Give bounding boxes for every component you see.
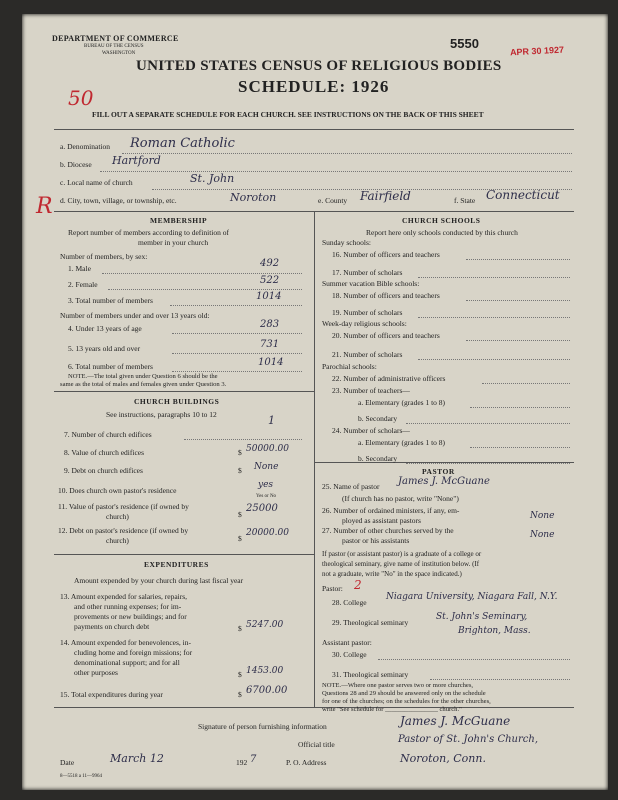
age-intro: Number of members under and over 13 years old:	[60, 311, 210, 320]
q4-value: 283	[260, 319, 280, 330]
fill-line	[406, 463, 570, 464]
q19-label: 19. Number of scholars	[332, 308, 403, 317]
q4-label: 4. Under 13 years of age	[68, 324, 142, 333]
q6-value: 1014	[258, 357, 284, 368]
q31-label: 31. Theological seminary	[332, 670, 409, 679]
divider	[54, 391, 314, 392]
membership-note: NOTE.—The total given under Question 6 should be the	[68, 373, 218, 380]
denomination-value: Roman Catholic	[130, 136, 235, 151]
city-label: d. City, town, village, or township, etc.	[60, 196, 177, 205]
divider	[54, 554, 314, 555]
q11-value: 25000	[246, 503, 278, 514]
received-stamp: APR 30 1927	[509, 44, 565, 58]
dollar-sign: $	[238, 466, 242, 475]
dollar-sign: $	[238, 448, 242, 457]
signature-label: Signature of person furnishing information	[198, 722, 327, 731]
schools-heading: CHURCH SCHOOLS	[402, 216, 481, 225]
fill-line	[430, 679, 570, 680]
q24-label: 24. Number of scholars—	[332, 426, 410, 435]
parochial-label: Parochial schools:	[322, 362, 377, 371]
q9-label: 9. Debt on church edifices	[64, 466, 143, 475]
dollar-sign: $	[238, 534, 242, 543]
dollar-sign: $	[238, 510, 242, 519]
q11-label: church)	[106, 512, 129, 521]
q25-note: (If church has no pastor, write "None")	[342, 494, 459, 503]
fill-line	[100, 171, 572, 172]
fill-line	[172, 333, 302, 334]
census-form	[22, 14, 608, 790]
q5-label: 5. 13 years old and over	[68, 344, 141, 353]
membership-intro: Report number of members according to definition of	[68, 228, 229, 237]
q13-line: provements or new buildings; and for	[74, 612, 187, 621]
q18-label: 18. Number of officers and teachers	[332, 291, 440, 300]
summer-label: Summer vacation Bible schools:	[322, 279, 420, 288]
dollar-sign: $	[238, 690, 242, 699]
schedule-title: SCHEDULE: 1926	[238, 77, 390, 96]
q10-value: yes	[258, 480, 274, 490]
pastor-label: Pastor:	[322, 584, 343, 593]
po-value: Noroton, Conn.	[400, 752, 486, 765]
dept-name: DEPARTMENT OF COMMERCE	[52, 34, 179, 43]
buildings-heading: CHURCH BUILDINGS	[134, 397, 220, 406]
q10-label: 10. Does church own pastor's residence	[58, 486, 177, 495]
fill-line	[108, 289, 302, 290]
q3-value: 1014	[256, 291, 282, 302]
form-title: UNITED STATES CENSUS OF RELIGIOUS BODIES	[136, 58, 502, 74]
q29-label: 29. Theological seminary	[332, 618, 409, 627]
q11-label: 11. Value of pastor's residence (if owned by	[58, 502, 189, 511]
q27-label: pastor or his assistants	[342, 536, 410, 545]
denomination-label: a. Denomination	[60, 142, 110, 151]
q17-label: 17. Number of scholars	[332, 268, 403, 277]
q25-label: 25. Name of pastor	[322, 482, 380, 491]
q26-value: None	[530, 511, 555, 521]
fill-line	[466, 300, 570, 301]
q26-label: 26. Number of ordained ministers, if any, em-	[322, 506, 460, 515]
local-name-value: St. John	[190, 172, 235, 185]
q13-line: payments on church debt	[74, 622, 150, 631]
q3-label: 3. Total number of members	[68, 296, 153, 305]
fill-line	[466, 340, 570, 341]
county-value: Fairfield	[360, 189, 411, 203]
schedule-number: 5550	[450, 36, 479, 51]
q14-label	[60, 638, 192, 678]
signature-value: James J. McGuane	[400, 714, 511, 728]
weekday-label: Week-day religious schools:	[322, 319, 407, 328]
county-label: e. County	[318, 196, 348, 205]
q21-label: 21. Number of scholars	[332, 350, 403, 359]
q6-label: 6. Total number of members	[68, 362, 153, 371]
bureau-name: BUREAU OF THE CENSUS	[84, 44, 144, 49]
schools-intro: Report here only schools conducted by this church	[366, 228, 518, 237]
grad-note: If pastor (or assistant pastor) is a graduate of a college or	[322, 550, 482, 558]
q30-label: 30. College	[332, 650, 367, 659]
red-mark: 2	[354, 578, 362, 592]
fill-line	[172, 353, 302, 354]
fill-line	[418, 359, 570, 360]
expenditures-intro: Amount expended by your church during last fiscal year	[74, 576, 244, 585]
diocese-value: Hartford	[112, 154, 161, 167]
q15-label: 15. Total expenditures during year	[60, 690, 163, 699]
city-value: Noroton	[230, 191, 277, 204]
q1-value: 492	[260, 258, 280, 269]
q1-label: 1. Male	[68, 264, 91, 273]
assistant-label: Assistant pastor:	[322, 638, 372, 647]
q23a-label: a. Elementary (grades 1 to 8)	[358, 398, 446, 407]
q14-line: 14. Amount expended for benevolences, in-	[60, 638, 192, 647]
q8-label: 8. Value of church edifices	[64, 448, 145, 457]
q24b-label: b. Secondary	[358, 454, 398, 463]
q13-line: 13. Amount expended for salaries, repairs,	[60, 592, 188, 601]
year-prefix: 192	[236, 758, 248, 767]
red-number: 50	[68, 86, 94, 110]
q15-value: 6700.00	[246, 685, 288, 696]
pastor-note: for one of the churches; on the schedules for the other churches,	[322, 698, 491, 705]
fill-line	[184, 439, 302, 440]
column-divider	[314, 211, 315, 707]
pastor-note: write "See schedule for ________________ church."	[322, 706, 462, 713]
q27-value: None	[530, 530, 555, 540]
divider	[54, 707, 574, 708]
grad-note: theological seminary, give name of institution below. (If	[322, 560, 480, 568]
fill-line	[418, 277, 570, 278]
fill-line	[122, 153, 572, 154]
sunday-label: Sunday schools:	[322, 238, 371, 247]
date-value: March 12	[110, 752, 164, 765]
dollar-sign: $	[238, 624, 242, 633]
q7-value: 1	[268, 414, 275, 427]
q12-label: church)	[106, 536, 129, 545]
q14-line: other purposes	[74, 668, 118, 677]
fill-line	[378, 659, 570, 660]
pastor-note: Questions 28 and 29 should be answered only on the schedule	[322, 690, 486, 697]
margin-mark: R	[36, 194, 53, 219]
pastor-note: NOTE.—Where one pastor serves two or more churches,	[322, 682, 474, 689]
q8-value: 50000.00	[246, 444, 289, 454]
local-name-label: c. Local name of church	[60, 178, 133, 187]
official-title-label: Official title	[298, 740, 335, 749]
divider	[54, 129, 574, 130]
fill-line	[170, 305, 302, 306]
po-label: P. O. Address	[286, 758, 327, 767]
bureau-city: WASHINGTON	[102, 51, 136, 56]
fill-line	[470, 407, 570, 408]
q20-label: 20. Number of officers and teachers	[332, 331, 440, 340]
yesno-hint: Yes or No	[256, 494, 277, 499]
print-code: 8—5518 a 11—9964	[60, 774, 103, 779]
q13-value: 5247.00	[246, 620, 284, 630]
q9-value: None	[254, 462, 279, 472]
q12-label: 12. Debt on pastor's residence (if owned by	[58, 526, 189, 535]
year-value: 7	[250, 754, 257, 765]
state-label: f. State	[454, 196, 476, 205]
fill-line	[102, 273, 302, 274]
q14-line: denominational support; and for all	[74, 658, 180, 667]
q24a-label: a. Elementary (grades 1 to 8)	[358, 438, 446, 447]
q7-label: 7. Number of church edifices	[64, 430, 152, 439]
q29-value: St. John's Seminary,	[436, 612, 528, 622]
q23b-label: b. Secondary	[358, 414, 398, 423]
membership-intro: member in your church	[138, 238, 209, 247]
q16-label: 16. Number of officers and teachers	[332, 250, 440, 259]
membership-heading: MEMBERSHIP	[150, 216, 208, 225]
diocese-label: b. Diocese	[60, 160, 92, 169]
grad-note: not a graduate, write "No" in the space indicated.)	[322, 570, 462, 578]
q2-label: 2. Female	[68, 280, 98, 289]
membership-note: same as the total of males and females given under Question 3.	[60, 381, 227, 388]
state-value: Connecticut	[486, 188, 560, 202]
q25-value: James J. McGuane	[398, 476, 490, 487]
q14-line: cluding home and foreign missions; for	[74, 648, 193, 657]
q14-value: 1453.00	[246, 666, 284, 676]
fill-line	[418, 317, 570, 318]
q26-label: ployed as assistant pastors	[342, 516, 421, 525]
date-label: Date	[60, 758, 75, 767]
q27-label: 27. Number of other churches served by the	[322, 526, 454, 535]
fill-line	[470, 447, 570, 448]
q12-value: 20000.00	[246, 528, 289, 538]
q28-label: 28. College	[332, 598, 367, 607]
q22-label: 22. Number of administrative officers	[332, 374, 446, 383]
dollar-sign: $	[238, 670, 242, 679]
q5-value: 731	[260, 339, 280, 350]
q13-label	[60, 592, 240, 632]
official-title-value: Pastor of St. John's Church,	[398, 734, 538, 745]
instruction-line: FILL OUT A SEPARATE SCHEDULE FOR EACH CHURCH. SEE INSTRUCTIONS ON THE BACK OF THIS SHEET	[92, 110, 484, 119]
q13-line: and other running expenses; for im-	[74, 602, 182, 611]
buildings-intro: See instructions, paragraphs 10 to 12	[106, 410, 217, 419]
pastor-heading: PASTOR	[422, 467, 455, 476]
fill-line	[406, 423, 570, 424]
fill-line	[172, 371, 302, 372]
bysex-label: Number of members, by sex:	[60, 252, 148, 261]
q28-value: Niagara University, Niagara Fall, N.Y.	[386, 592, 558, 602]
q29-value: Brighton, Mass.	[458, 626, 531, 636]
q23-label: 23. Number of teachers—	[332, 386, 410, 395]
fill-line	[466, 259, 570, 260]
q2-value: 522	[260, 275, 280, 286]
fill-line	[482, 383, 570, 384]
expenditures-heading: EXPENDITURES	[144, 560, 209, 569]
